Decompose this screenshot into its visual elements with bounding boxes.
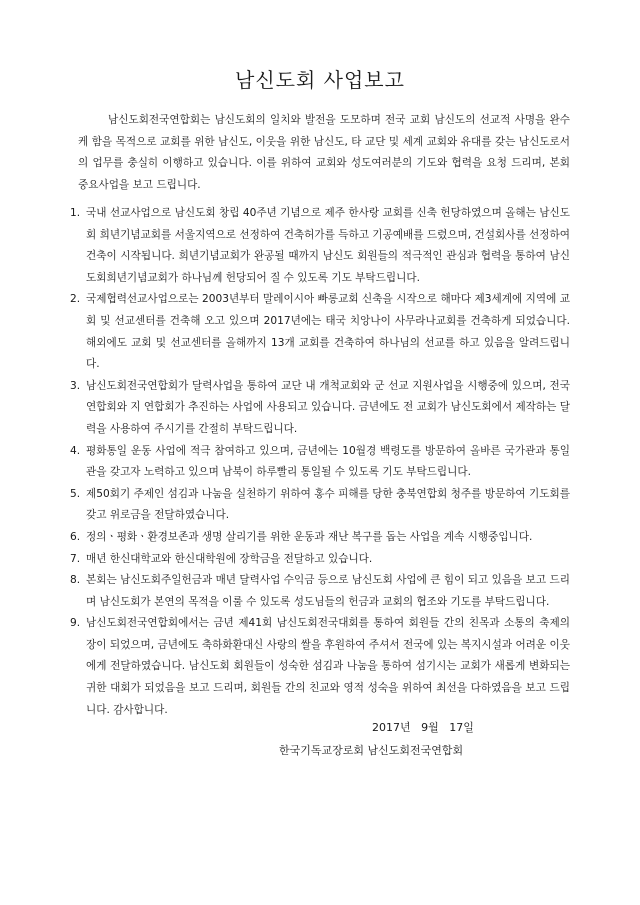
item-text: 매년 한신대학교와 한신대학원에 장학금을 전달하고 있습니다. — [86, 552, 373, 565]
item-number: 1. — [70, 207, 81, 219]
item-text: 정의ㆍ평화ㆍ환경보존과 생명 살리기를 위한 운동과 재난 복구를 돕는 사업을 계속 시행중입니다. — [86, 530, 533, 543]
report-item — [70, 376, 570, 441]
report-item — [70, 549, 570, 571]
item-number: 9. — [70, 617, 81, 630]
report-item — [70, 484, 570, 527]
item-number: 5. — [70, 487, 81, 500]
item-number: 3. — [70, 379, 81, 392]
report-item — [70, 527, 570, 549]
item-text: 평화통일 운동 사업에 적극 참여하고 있으며, 금년에는 10월경 백령도를 방문하여 올바른 국가관과 통일관을 갖고자 노력하고 있으며 남북이 하루빨리 통일될 수 있도록 기도 부탁드립니다. — [86, 444, 570, 479]
item-number: 6. — [70, 530, 81, 543]
item-text: 남신도회전국연합회가 달력사업을 통하여 교단 내 개척교회와 군 선교 지원사업을 시행중에 있으며, 전국연합회와 지 연합회가 추진하는 사업에 사용되고 있습니다. 금년에도 전 교회가 남신도회에서 제작하는 달력을 사용하여 주시기를 간절히 부탁드립니다. — [86, 379, 570, 435]
item-text: 국제협력선교사업으로는 2003년부터 말레이시아 빠롱교회 신축을 시작으로 해마다 제3세계에 지역에 교회 및 선교센터를 건축해 오고 있으며 2017년에는 태국 치앙나이 사무라나교회를 건축하게 되었습니다. 해외에도 교회 및 선교센터를 올해까지 13개 교회를 건축하여 하나님의 선교를 하고 있음을 알려드립니다. — [86, 293, 570, 371]
item-text: 남신도회전국연합회에서는 금년 제41회 남신도회전국대회를 통하여 회원들 간의 친목과 소통의 축제의 장이 되었으며, 금년에도 축하화환대신 사랑의 쌀을 후원하여 주셔서 전국에 있는 복지시설과 어려운 이웃에게 전달하였습니다. 남신도회 회원들이 성숙한 섬김과 나눔을 통하여 섬기시는 교회가 새롭게 변화되는 귀한 대회가 되었음을 보고 드리며, 회원들 간의 친교와 영적 성숙을 위하여 최선을 다하였음을 보고 드립니다. 감사합니다. — [86, 617, 570, 716]
item-text: 국내 선교사업으로 남신도회 창립 40주년 기념으로 제주 한사랑 교회를 신축 헌당하였으며 올해는 남신도회 희년기념교회를 서울지역으로 선정하여 건축허가를 득하고 기공예배를 드렸으며, 건설회사를 선정하여 건축이 시작됩니다. 희년기념교회가 완공될 때까지 남신도 회원들의 적극적인 관심과 협력을 통하여 남신도회희년기념교회가 하나님께 헌당되어 질 수 있도록 기도 부탁드립니다. — [86, 207, 570, 284]
report-item — [70, 570, 570, 613]
intro-paragraph: 남신도회전국연합회는 남신도회의 일치와 발전을 도모하며 전국 교회 남신도의 선교적 사명을 완수케 함을 목적으로 교회를 위한 남신도, 이웃을 위한 남신도, 타 교단 및 세계 교회와 유대를 갖는 남신도로서의 업무를 충실히 이행하고 있습니다. 이를 위하여 교회와 성도여러분의 기도와 협력을 요청 드리며, 본회 중요사업을 보고 드립니다. — [78, 114, 570, 191]
report-item — [70, 613, 570, 721]
item-text: 제50회기 주제인 섬김과 나눔을 실천하기 위하여 홍수 피해를 당한 충북연합회 청주를 방문하여 기도회를 갖고 위로금을 전달하였습니다. — [86, 487, 570, 522]
item-text: 본회는 남신도회주일헌금과 매년 달력사업 수익금 등으로 남신도회 사업에 큰 힘이 되고 있음을 보고 드리며 남신도회가 본연의 목적을 이룰 수 있도록 성도님들의 헌금과 교회의 협조와 기도를 부탁드립니다. — [86, 574, 570, 608]
item-number: 2. — [70, 293, 81, 306]
report-item — [70, 289, 570, 375]
document-title: 남신도회 사업보고 — [235, 68, 405, 92]
report-item — [70, 441, 570, 484]
report-item-list — [70, 203, 570, 721]
report-item — [70, 203, 570, 289]
signature: 한국기독교장로회 남신도회전국연합회 — [279, 744, 464, 757]
report-date: 2017년 9월 17일 — [372, 721, 474, 734]
item-number: 4. — [70, 444, 81, 457]
item-number: 7. — [70, 552, 81, 565]
item-number: 8. — [70, 574, 81, 587]
